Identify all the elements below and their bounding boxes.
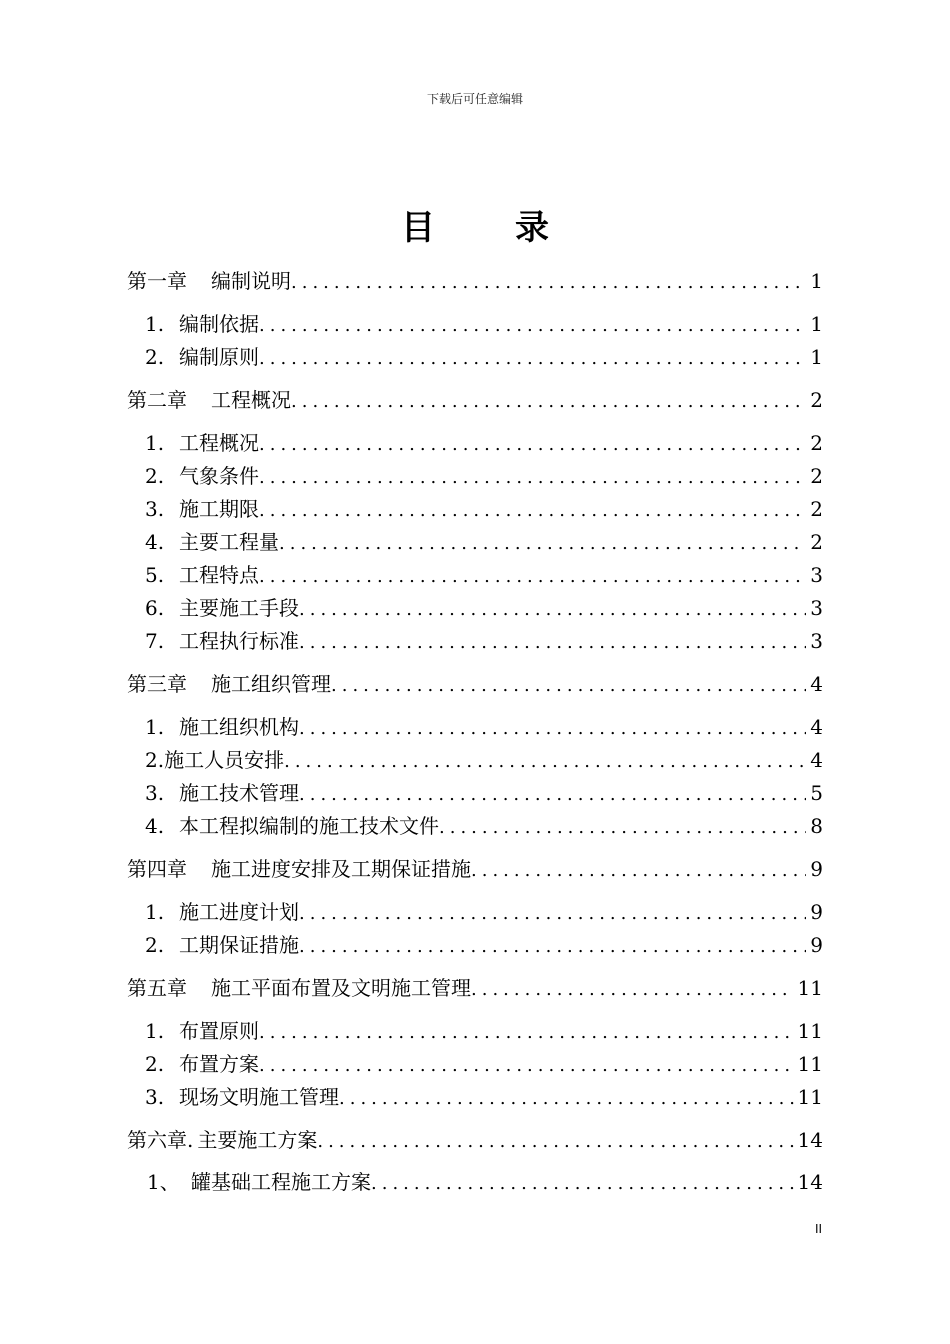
toc-entry-number: 2. [145,748,165,772]
toc-page-number: 14 [797,1128,823,1152]
toc-entry-label [127,1166,371,1195]
toc-chapter-entry[interactable] [127,972,823,1002]
toc-entry-number: 第二章 [127,388,187,412]
toc-section-entry[interactable] [127,526,823,556]
toc-page-number: 11 [797,1085,823,1109]
toc-entry-label [127,853,471,882]
toc-section-entry[interactable] [127,744,823,774]
toc-leader-dots [299,903,806,924]
toc-entry-title: 编制原则 [179,345,259,369]
page-number-footer: II [815,1222,823,1236]
toc-page-number: 2 [810,530,823,554]
toc-entry-title: 施工组织管理 [211,672,331,696]
toc-leader-dots [259,566,806,587]
toc-page-number: 9 [810,933,823,957]
toc-page-number: 9 [810,857,823,881]
toc-leader-dots [299,936,806,957]
toc-entry-label [127,493,259,522]
toc-section-entry[interactable] [127,1081,823,1111]
toc-entry-number: 第五章 [127,976,187,1000]
toc-entry-label [127,896,299,925]
toc-entry-number: 2. [145,1052,165,1076]
toc-entry-title: 施工人员安排 [164,748,285,772]
toc-entry-title: 布置方案 [179,1052,259,1076]
toc-page-number: 11 [797,976,823,1000]
toc-entry-title: 工程概况 [211,388,291,412]
toc-entry-title: 气象条件 [179,464,259,488]
toc-entry-number: 2. [145,345,165,369]
toc-section-entry[interactable] [127,559,823,589]
toc-entry-label [127,1048,259,1077]
toc-entry-title: 本工程拟编制的施工技术文件 [179,814,439,838]
toc-entry-number: 5. [145,563,165,587]
toc-entry-label [127,668,331,697]
toc-section-entry[interactable] [127,1166,823,1196]
toc-entry-label [127,341,259,370]
toc-leader-dots [259,467,806,488]
toc-entry-number: 1. [145,900,165,924]
toc-page-number: 1 [810,312,823,336]
toc-page-number: 3 [810,596,823,620]
toc-entry-number: 7. [145,629,165,653]
toc-entry-number: 3. [145,1085,165,1109]
toc-leader-dots [339,1088,794,1109]
toc-entry-number: 2. [145,464,165,488]
toc-entry-label [127,460,259,489]
toc-section-entry[interactable] [127,625,823,655]
toc-entry-title: 现场文明施工管理 [179,1085,339,1109]
toc-entry-number: 1. [145,312,165,336]
toc-leader-dots [259,348,806,369]
toc-section-entry[interactable] [127,810,823,840]
toc-leader-dots [371,1173,794,1194]
toc-entry-title: 施工期限 [179,497,259,521]
toc-entry-title: 工程概况 [179,431,259,455]
toc-entry-label [127,526,279,555]
toc-entry-number: 第一章 [127,269,187,293]
toc-section-entry[interactable] [127,427,823,457]
toc-entry-title: 罐基础工程施工方案 [191,1170,371,1194]
toc-section-entry[interactable] [127,493,823,523]
toc-entry-label [127,592,299,621]
toc-leader-dots [299,784,806,805]
toc-page-number: 5 [810,781,823,805]
toc-page-number: 4 [810,672,823,696]
toc-page-number: 1 [810,345,823,369]
toc-entry-title: 施工组织机构 [179,715,299,739]
toc-page-number: 1 [810,269,823,293]
toc-entry-label [127,711,299,740]
toc-page-number: 2 [810,388,823,412]
toc-entry-number: 2. [145,933,165,957]
toc-entry-label [127,1081,339,1110]
toc-page-number: 4 [810,748,823,772]
toc-title: 目录 [401,208,629,248]
toc-leader-dots [331,675,806,696]
toc-leader-dots [259,1022,794,1043]
toc-chapter-entry[interactable] [127,384,823,414]
toc-entry-label [127,810,439,839]
toc-section-entry[interactable] [127,896,823,926]
toc-entry-number: 1. [145,1019,165,1043]
toc-section-entry[interactable] [127,1015,823,1045]
toc-entry-number: 4. [145,814,165,838]
toc-leader-dots [439,817,806,838]
toc-entry-number: 6. [145,596,165,620]
toc-leader-dots [299,599,806,620]
toc-chapter-entry[interactable] [127,853,823,883]
toc-entry-title: 主要工程量 [179,530,279,554]
toc-entry-label [127,1015,259,1044]
toc-leader-dots [284,751,806,772]
toc-leader-dots [259,1055,794,1076]
toc-entry-title: 编制依据 [179,312,259,336]
toc-leader-dots [299,632,806,653]
toc-chapter-entry[interactable] [127,265,823,295]
toc-entry-label [127,625,299,654]
toc-entry-number: 1. [145,431,165,455]
toc-entry-title: 主要施工方案 [197,1128,318,1152]
toc-leader-dots [291,272,806,293]
toc-leader-dots [471,979,794,1000]
toc-page-number: 14 [797,1170,823,1194]
toc-entry-title: 编制说明 [211,269,291,293]
toc-section-entry[interactable] [127,711,823,741]
toc-section-entry[interactable] [127,1048,823,1078]
toc-leader-dots [259,500,806,521]
toc-page-number: 8 [810,814,823,838]
toc-page-number: 3 [810,563,823,587]
toc-entry-title: 布置原则 [179,1019,259,1043]
toc-entry-label [127,777,299,806]
toc-page-number: 2 [810,431,823,455]
page-header: 下载后可任意编辑 [426,92,523,106]
toc-page-number: 11 [797,1052,823,1076]
toc-entry-label [127,972,471,1001]
toc-chapter-entry[interactable] [127,1124,823,1154]
toc-section-entry[interactable] [127,460,823,490]
toc-page-number: 2 [810,464,823,488]
toc-leader-dots [291,391,806,412]
toc-entry-number: 1、 [147,1170,180,1194]
toc-entry-label [127,265,291,294]
toc-entry-number: 1. [145,715,165,739]
toc-leader-dots [279,533,806,554]
toc-page-number: 2 [810,497,823,521]
toc-leader-dots [259,434,806,455]
toc-entry-label [127,559,259,588]
toc-entry-number: 4. [145,530,165,554]
toc-entry-title: 工程执行标准 [179,629,299,653]
toc-entry-label [127,384,291,413]
toc-leader-dots [471,860,806,881]
toc-leader-dots [259,315,806,336]
toc-page-number: 11 [797,1019,823,1043]
toc-entry-title: 工期保证措施 [179,933,299,957]
toc-leader-dots [317,1131,793,1152]
toc-chapter-entry[interactable] [127,668,823,698]
toc-leader-dots [299,718,806,739]
toc-entry-label [127,308,259,337]
toc-page-number: 3 [810,629,823,653]
toc-section-entry[interactable] [127,929,823,959]
toc-entry-label [127,744,284,773]
toc-entry-number: 第六章. [127,1128,194,1152]
toc-section-entry[interactable] [127,341,823,371]
toc-entry-number: 3. [145,497,165,521]
toc-entry-number: 第四章 [127,857,187,881]
toc-entry-title: 施工进度计划 [179,900,299,924]
toc-entry-title: 施工进度安排及工期保证措施 [211,857,471,881]
toc-entry-title: 施工技术管理 [179,781,299,805]
toc-page-number: 4 [810,715,823,739]
toc-page-number: 9 [810,900,823,924]
toc-section-entry[interactable] [127,308,823,338]
toc-entry-number: 3. [145,781,165,805]
toc-entry-label [127,929,299,958]
toc-entry-label [127,427,259,456]
toc-entry-title: 施工平面布置及文明施工管理 [211,976,471,1000]
toc-entry-title: 工程特点 [179,563,259,587]
toc-entry-number: 第三章 [127,672,187,696]
toc-entry-title: 主要施工手段 [179,596,299,620]
toc-section-entry[interactable] [127,777,823,807]
toc-section-entry[interactable] [127,592,823,622]
toc-entry-label [127,1124,317,1153]
